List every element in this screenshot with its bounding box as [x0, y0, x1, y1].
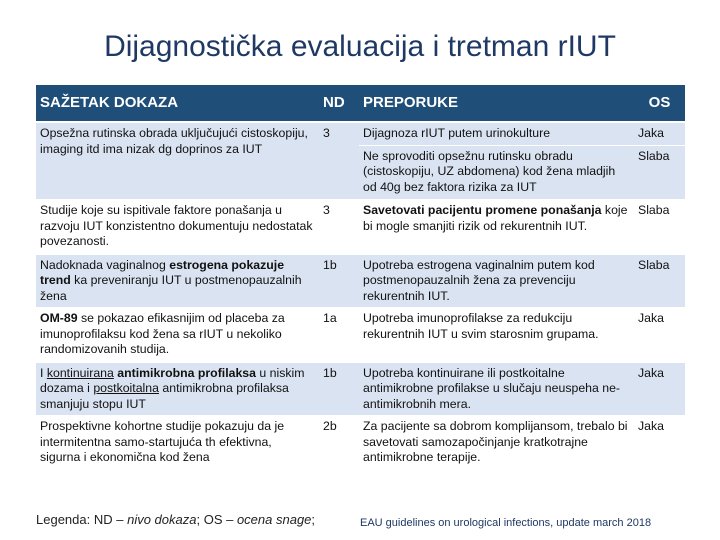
table-header-row: [36, 85, 685, 122]
os-cell: Jaka: [634, 308, 685, 362]
summary-underlined: postkoitalna: [93, 381, 159, 395]
summary-text: I: [40, 365, 47, 380]
recommendation-cell: Upotreba imunoprofilakse za redukciju rekurentnih IUT u svim starosnim grupama.: [359, 308, 634, 362]
recommendation-cell: [359, 200, 634, 254]
summary-text: u niskim dozama i: [40, 365, 305, 395]
summary-cell: Studije koje su ispitivale faktore ponašanja u razvoju IUT konzistentno dokumentuju nedostatak povezanosti.: [36, 200, 319, 254]
table-row: [36, 308, 685, 362]
summary-cell: [36, 308, 319, 362]
recommendation-cell: Dijagnoza rIUT putem urinokulture: [359, 122, 634, 145]
os-cell: Jaka: [634, 122, 685, 145]
legend-nd-meaning: nivo dokaza: [127, 512, 197, 527]
recommendation-cell: Upotreba kontinuirane ili postkoitalne antimikrobne profilakse u slučaju neuspeha ne-antimikrobnih mera.: [359, 362, 634, 416]
os-cell: Slaba: [634, 145, 685, 200]
os-cell: Slaba: [634, 200, 685, 254]
os-cell: Slaba: [634, 254, 685, 308]
legend: [36, 512, 315, 527]
summary-text: ka preveniranju IUT u postmenopauzalnih žena: [40, 273, 302, 303]
os-cell: Jaka: [634, 362, 685, 416]
table-row: [36, 362, 685, 416]
summary-emphasis: OM-89: [40, 311, 78, 325]
legend-label: Legenda: [36, 512, 87, 527]
table-row: [36, 254, 685, 308]
table-row: [36, 122, 685, 145]
recommendation-cell: Za pacijente sa dobrom komplijansom, trebalo bi savetovati samozapočinjanje kratkotrajne antimikrobne terapije.: [359, 416, 634, 469]
nd-cell: 2b: [319, 416, 359, 469]
summary-emphasis: antimikrobna profilaksa: [113, 365, 256, 380]
header-recommendations: PREPORUKE: [359, 85, 634, 122]
summary-text: se pokazao efikasnijim od placeba za imunoprofilaksu kod žena sa rIUT u nekoliko randomizovanih studija.: [40, 311, 285, 356]
nd-cell: 1b: [319, 362, 359, 416]
legend-text: : ND –: [86, 512, 128, 527]
table-row: [36, 200, 685, 254]
recommendation-cell: Ne sprovoditi opsežnu rutinsku obradu (cistoskopiju, UZ abdomena) kod žena mladjih od 40g bez faktora rizika za IUT: [359, 145, 634, 200]
nd-cell: 1b: [319, 254, 359, 308]
summary-cell: Opsežna rutinska obrada uključujući cistoskopiju, imaging itd ima nizak dg doprinos za IUT: [36, 122, 319, 200]
header-os: OS: [634, 85, 685, 122]
os-cell: Jaka: [634, 416, 685, 469]
summary-emphasis: estrogena pokazuje trend: [40, 257, 285, 287]
legend-text: ; OS –: [196, 512, 237, 527]
source-citation: EAU guidelines on urological infections, update march 2018: [360, 517, 652, 529]
slide-title: Dijagnostička evaluacija i tretman rIUT: [104, 30, 616, 63]
summary-text: antimikrobna profilaksa smanjuju stopu IUT: [40, 381, 289, 411]
legend-os-meaning: ocena snage: [236, 512, 312, 527]
summary-underlined: kontinuirana: [46, 365, 114, 380]
summary-cell: Prospektivne kohortne studije pokazuju da je intermitentna samo-startujuća th efektivna, sigurna i ekonomična kod žena: [36, 416, 319, 469]
table-row: [36, 416, 685, 469]
recommendation-cell: Upotreba estrogena vaginalnim putem kod postmenopauzalnih žena za prevenciju rekurentnih IUT.: [359, 254, 634, 308]
summary-text: Nadoknada vaginalnog: [40, 257, 170, 272]
recommendation-text: koje bi mogle smanjiti rizik od rekurentnih IUT.: [363, 203, 628, 233]
summary-cell: [36, 254, 319, 308]
nd-cell: 3: [319, 122, 359, 200]
nd-cell: 3: [319, 200, 359, 254]
summary-cell: [36, 362, 319, 416]
header-nd: ND: [319, 85, 359, 122]
legend-text: ;: [311, 512, 316, 527]
evidence-table: [36, 85, 685, 469]
recommendation-emphasis: Savetovati pacijentu promene ponašanja: [363, 203, 602, 217]
header-summary: SAŽETAK DOKAZA: [36, 85, 319, 122]
nd-cell: 1a: [319, 308, 359, 362]
